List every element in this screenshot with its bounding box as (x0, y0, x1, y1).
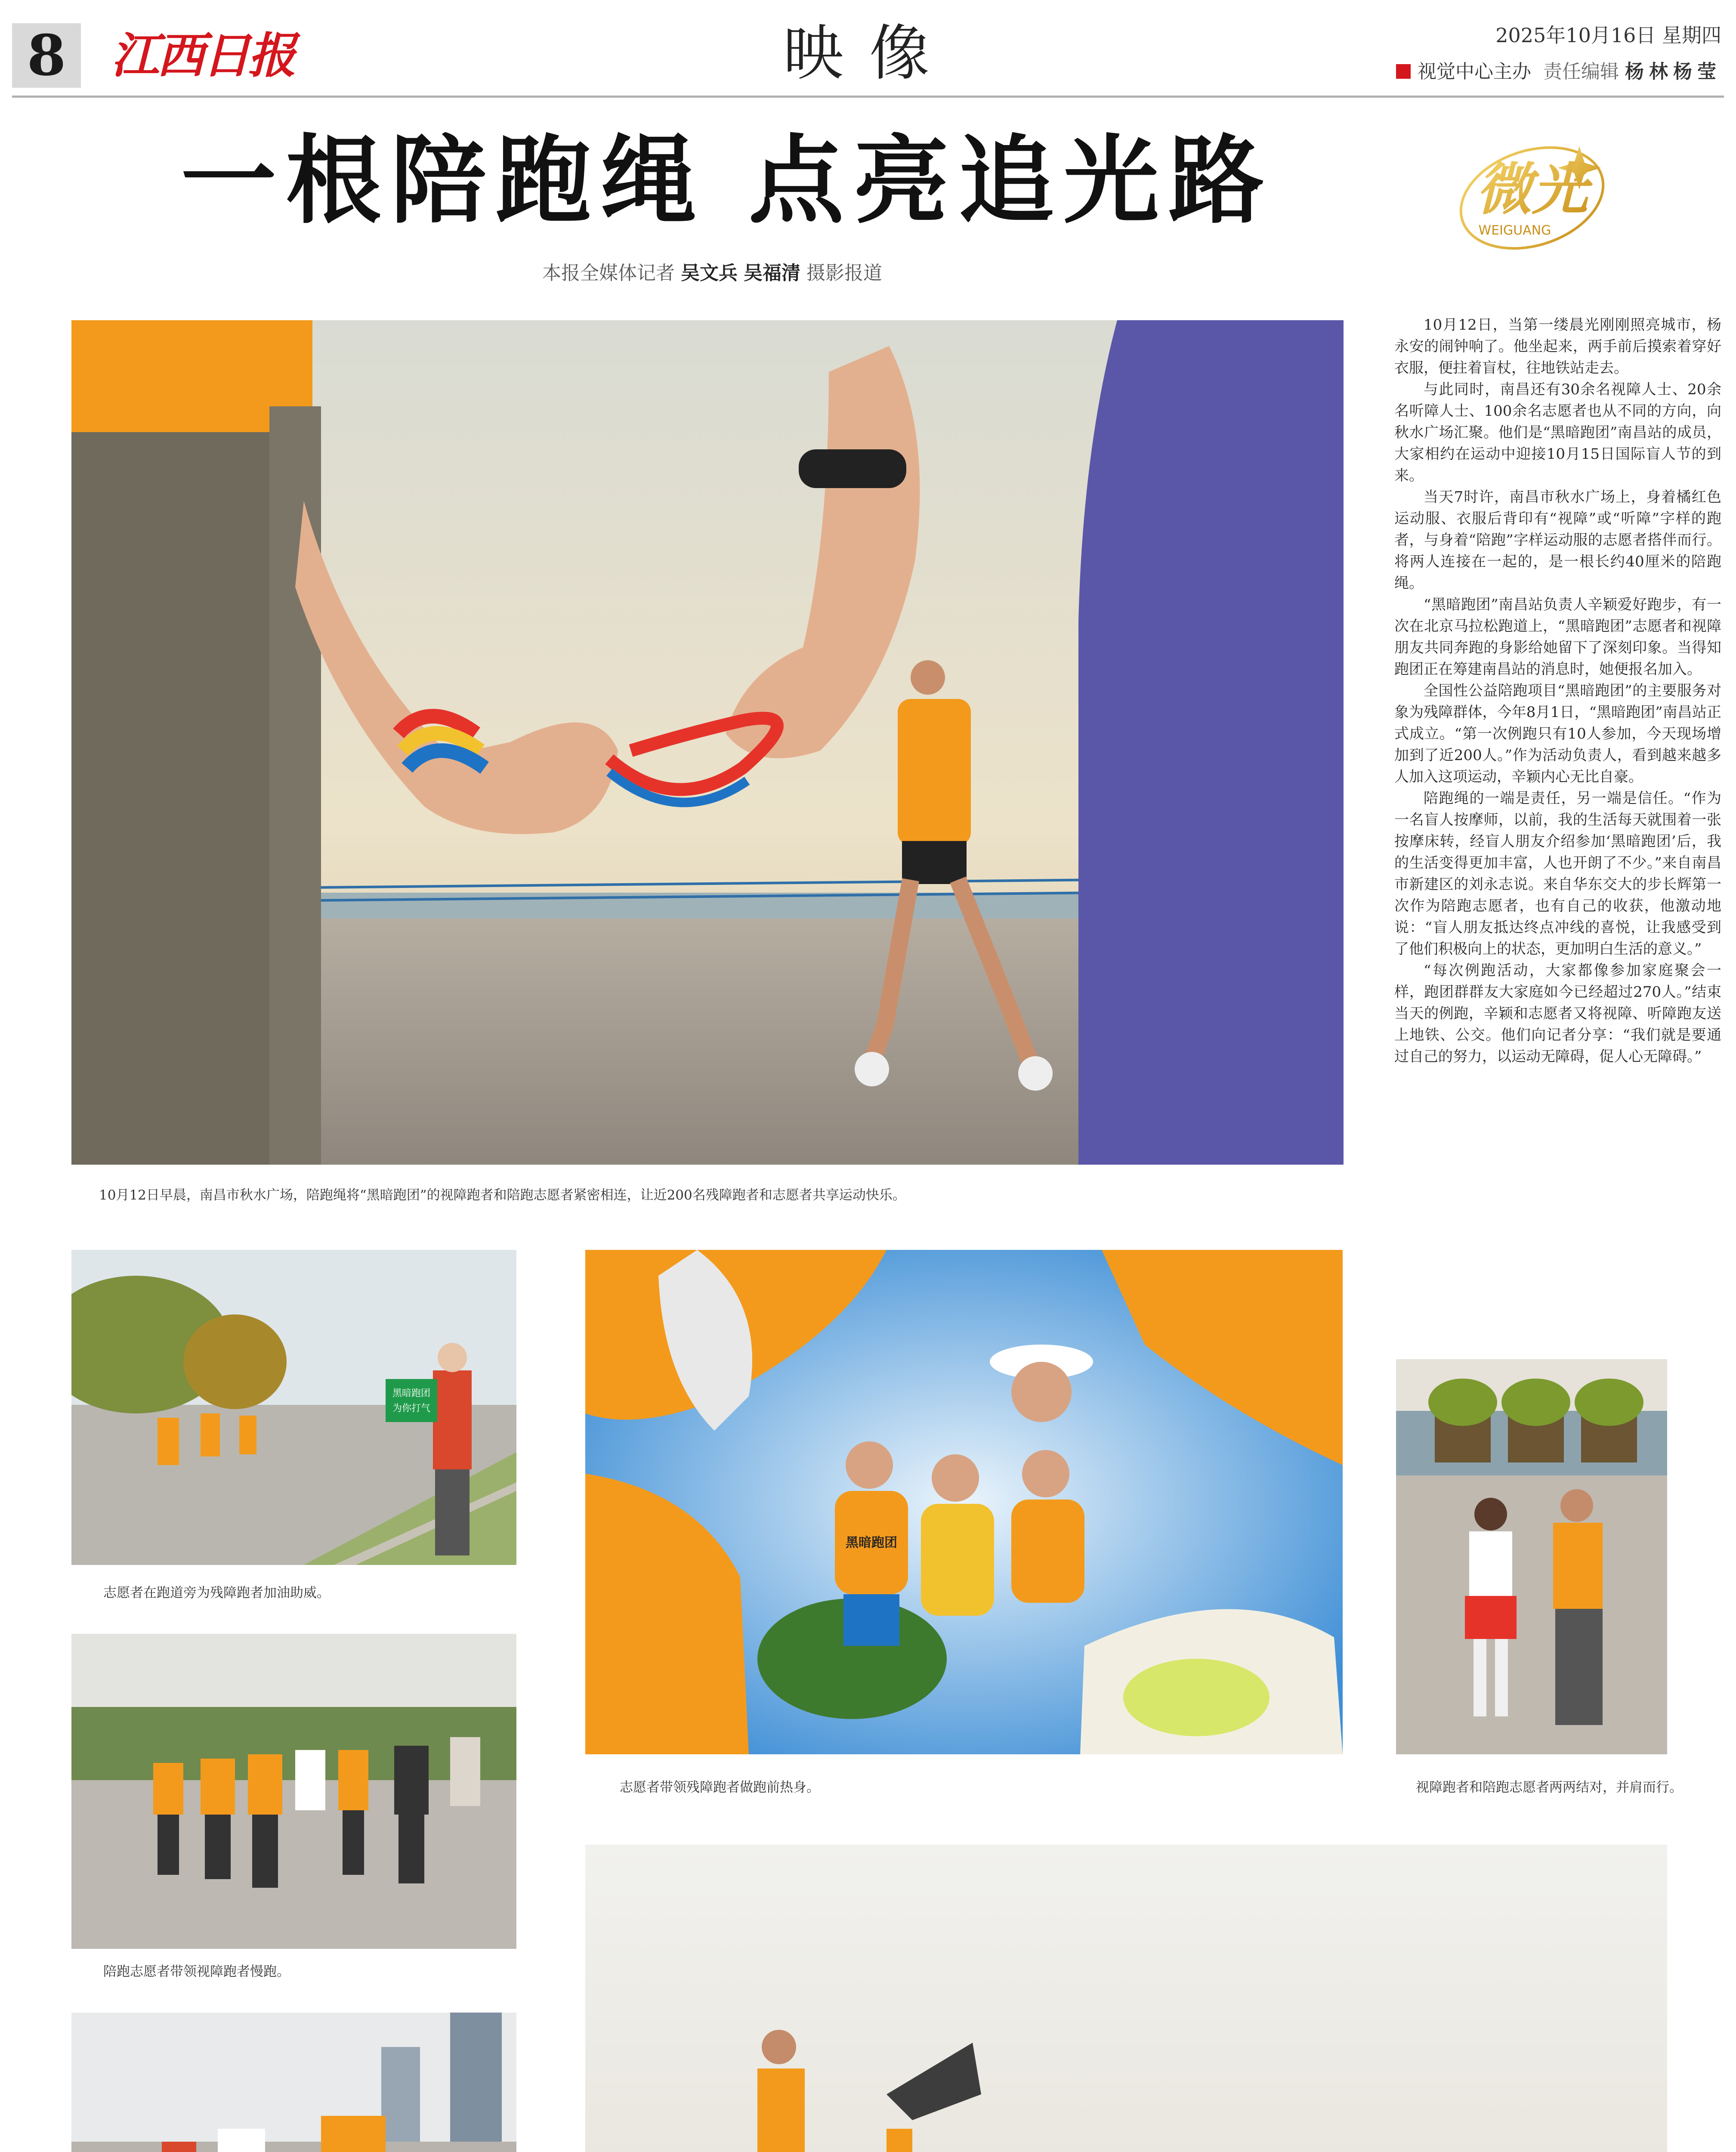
photo-cheer (71, 1250, 516, 1565)
editor-line (1396, 56, 1721, 83)
article-title: 一根陪跑绳 点亮追光路 (181, 125, 1274, 237)
photo-finish (71, 2013, 516, 2152)
caption-warmup: 志愿者带领残障跑者做跑前热身。 (620, 1780, 820, 1795)
photo-wide (585, 1845, 1667, 2152)
caption-pair: 视障跑者和陪跑志愿者两两结对，并肩而行。 (1416, 1780, 1683, 1795)
reporter-2: 吴福清 (744, 262, 800, 284)
red-square-icon (1396, 64, 1411, 79)
caption-lead: 陪跑志愿者带领视障跑者慢跑。 (103, 1964, 290, 1979)
article-body (1394, 314, 1721, 1067)
cheer-sign-line2: 为你打气 (392, 1403, 431, 1414)
badge-graphic (1450, 129, 1614, 258)
paragraph: 当天7时许，南昌市秋水广场上，身着橘红色运动服、衣服后背印有“视障”或“听障”字样的跑者，与身着“陪跑”字样运动服的志愿者搭伴而行。将两人连接在一起的，是一根长约40厘米的陪跑绳。 (1394, 489, 1721, 592)
paragraph: 全国性公益陪跑项目“黑暗跑团”的主要服务对象为残障群体，今年8月1日，“黑暗跑团”南昌站正式成立。“第一次例跑只有10人参加，今天现场增加到了近200人。”作为活动负责人，看到越来越多人加入这项运动，辛颖内心无比自豪。 (1394, 682, 1721, 785)
badge-text: 微光 (1476, 156, 1588, 222)
weiguang-badge (1450, 129, 1614, 258)
issue-date: 2025年10月16日 星期四 (1495, 24, 1721, 47)
byline-suffix: 摄影报道 (806, 262, 882, 284)
byline (542, 257, 882, 285)
main-photo (71, 320, 1344, 1165)
cheer-sign-line1: 黑暗跑团 (392, 1388, 431, 1399)
paragraph: “每次例跑活动，大家都像参加家庭聚会一样，跑团群群友大家庭如今已经超过270人。”结束当天的例跑，辛颖和志愿者又将视障、听障跑友送上地铁、公交。他们向记者分享：“我们就是要通过自己的努力，以运动无障碍，促人心无障碍。” (1394, 962, 1721, 1065)
caption-main: 10月12日早晨，南昌市秋水广场，陪跑绳将“黑暗跑团”的视障跑者和陪跑志愿者紧密相连，让近200名残障跑者和志愿者共享运动快乐。 (99, 1187, 906, 1203)
producer: 视觉中心主办 (1418, 61, 1531, 83)
paragraph: 10月12日，当第一缕晨光刚刚照亮城市，杨永安的闹钟响了。他坐起来，两手前后摸索着穿好衣服，便拄着盲杖，往地铁站走去。 (1394, 316, 1721, 377)
editor-label: 责任编辑 (1543, 61, 1619, 83)
photo-warmup (585, 1250, 1343, 1754)
caption-cheer: 志愿者在跑道旁为残障跑者加油助威。 (103, 1585, 330, 1601)
header-divider (12, 96, 1724, 98)
paragraph: 与此同时，南昌还有30余名视障人士、20余名听障人士、100余名志愿者也从不同的方向，向秋水广场汇聚。他们是“黑暗跑团”南昌站的成员，大家相约在运动中迎接10月15日国际盲人节的到来。 (1394, 381, 1721, 484)
section-title: 映像 (783, 19, 955, 89)
paragraph: 陪跑绳的一端是责任，另一端是信任。“作为一名盲人按摩师，以前，我的生活每天就围着一张按摩床转，经盲人朋友介绍参加‘黑暗跑团’后，我的生活变得更加丰富，人也开朗了不少。”来自南昌市新建区的刘永志说。来自华东交大的步长辉第一次作为陪跑志愿者，也有自己的收获，他激动地说：“盲人朋友抵达终点冲线的喜悦，让我感受到了他们积极向上的状态，更加明白生活的意义。” (1394, 790, 1721, 958)
paragraph: “黑暗跑团”南昌站负责人辛颖爱好跑步，有一次在北京马拉松跑道上，“黑暗跑团”志愿者和视障朋友共同奔跑的身影给她留下了深刻印象。当得知跑团正在筹建南昌站的消息时，她便报名加入。 (1394, 596, 1721, 678)
badge-pinyin: WEIGUANG (1478, 223, 1551, 238)
photo-pair (1396, 1359, 1667, 1754)
page-number: 8 (12, 23, 81, 88)
photo-lead (71, 1634, 516, 1949)
byline-prefix: 本报全媒体记者 (542, 262, 675, 284)
reporter-1: 吴文兵 (681, 262, 738, 284)
editor-name: 杨林杨莹 (1625, 61, 1721, 83)
paper-logo: 江西日报 (111, 28, 293, 84)
warmup-shirt-text: 黑暗跑团 (846, 1535, 897, 1550)
